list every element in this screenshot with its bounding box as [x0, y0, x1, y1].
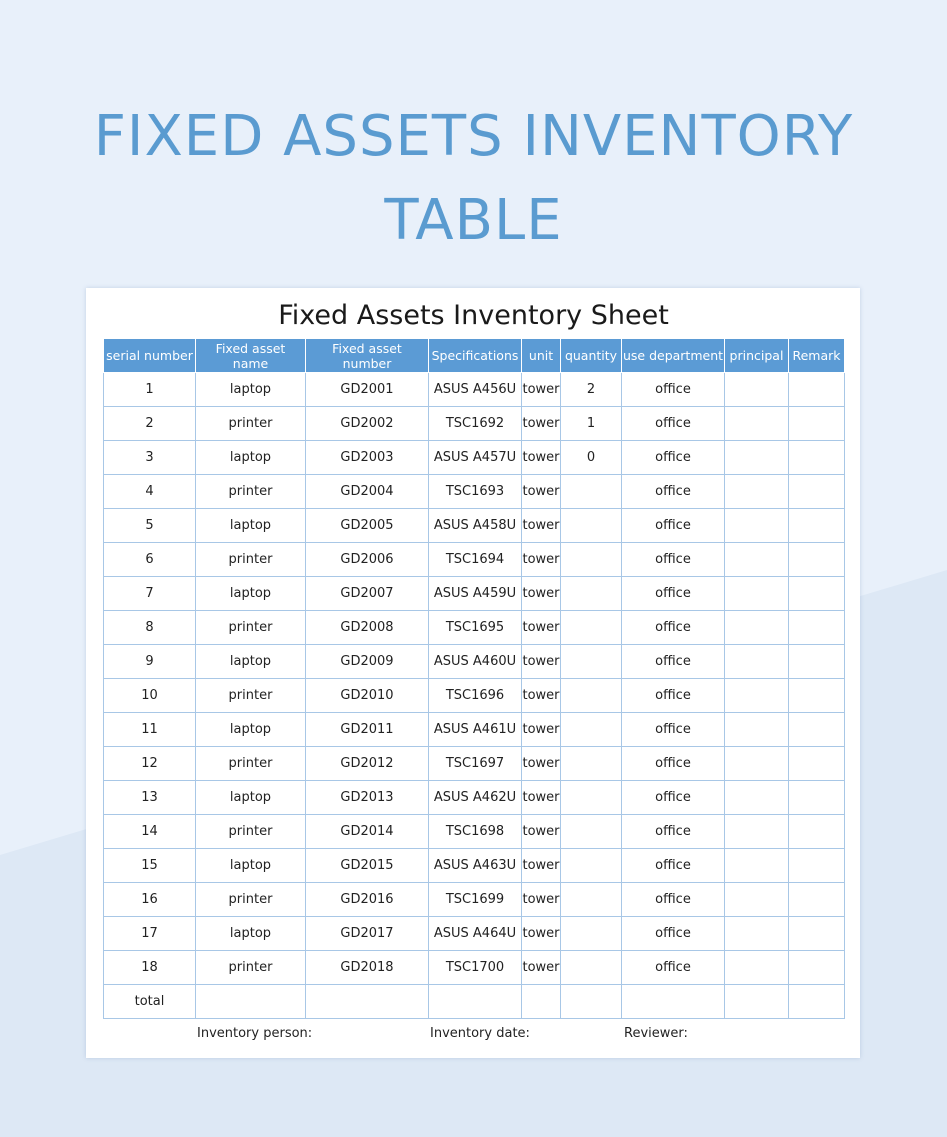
table-cell: office — [622, 679, 725, 713]
table-cell: 6 — [104, 543, 196, 577]
table-row — [104, 713, 845, 747]
table-cell: 17 — [104, 917, 196, 951]
poster-title — [0, 95, 947, 263]
table-cell — [789, 747, 845, 781]
table-cell: ASUS A464U — [429, 917, 522, 951]
table-cell: printer — [196, 611, 306, 645]
table-row — [104, 849, 845, 883]
table-cell: TSC1695 — [429, 611, 522, 645]
table-cell — [725, 509, 789, 543]
table-cell: laptop — [196, 917, 306, 951]
table-row — [104, 883, 845, 917]
table-cell — [725, 985, 789, 1019]
table-cell — [561, 951, 622, 985]
table-cell — [561, 747, 622, 781]
table-cell — [725, 475, 789, 509]
poster-title-line-2: TABLE — [384, 188, 563, 253]
table-cell — [725, 815, 789, 849]
table-cell: tower — [522, 747, 561, 781]
table-row — [104, 373, 845, 407]
table-cell: printer — [196, 407, 306, 441]
table-cell — [725, 543, 789, 577]
table-cell — [789, 611, 845, 645]
inventory-table — [103, 338, 845, 1019]
table-cell — [789, 373, 845, 407]
table-cell — [725, 917, 789, 951]
table-cell — [789, 985, 845, 1019]
column-header: principal — [725, 339, 789, 373]
table-cell: office — [622, 645, 725, 679]
column-header: Fixed asset number — [306, 339, 429, 373]
table-cell — [561, 679, 622, 713]
table-cell: tower — [522, 611, 561, 645]
table-cell: GD2016 — [306, 883, 429, 917]
table-cell: office — [622, 509, 725, 543]
table-cell: 5 — [104, 509, 196, 543]
table-cell: tower — [522, 441, 561, 475]
table-cell — [789, 509, 845, 543]
table-cell: office — [622, 781, 725, 815]
column-header: unit — [522, 339, 561, 373]
table-cell: 18 — [104, 951, 196, 985]
table-cell: GD2012 — [306, 747, 429, 781]
table-cell — [561, 509, 622, 543]
table-cell: tower — [522, 577, 561, 611]
table-cell: TSC1694 — [429, 543, 522, 577]
table-cell — [306, 985, 429, 1019]
table-cell: ASUS A461U — [429, 713, 522, 747]
table-cell: GD2004 — [306, 475, 429, 509]
table-cell: tower — [522, 543, 561, 577]
table-cell — [196, 985, 306, 1019]
table-cell — [789, 577, 845, 611]
table-cell — [789, 883, 845, 917]
table-cell: 1 — [104, 373, 196, 407]
table-row — [104, 577, 845, 611]
table-cell: 2 — [104, 407, 196, 441]
table-cell — [429, 985, 522, 1019]
table-cell: 3 — [104, 441, 196, 475]
table-cell — [725, 611, 789, 645]
table-cell: office — [622, 883, 725, 917]
table-cell: office — [622, 611, 725, 645]
table-cell: tower — [522, 407, 561, 441]
table-cell — [561, 815, 622, 849]
table-cell: TSC1698 — [429, 815, 522, 849]
table-cell — [725, 849, 789, 883]
table-cell: 7 — [104, 577, 196, 611]
table-row — [104, 781, 845, 815]
table-cell: GD2013 — [306, 781, 429, 815]
table-cell: printer — [196, 951, 306, 985]
table-cell: 13 — [104, 781, 196, 815]
poster-title-line-1: FIXED ASSETS INVENTORY — [93, 104, 854, 169]
column-header: Fixed asset name — [196, 339, 306, 373]
table-cell — [561, 543, 622, 577]
table-cell: GD2005 — [306, 509, 429, 543]
column-header: Remark — [789, 339, 845, 373]
table-cell: laptop — [196, 645, 306, 679]
table-cell: 0 — [561, 441, 622, 475]
table-cell: office — [622, 917, 725, 951]
table-cell: laptop — [196, 577, 306, 611]
table-cell — [561, 645, 622, 679]
table-cell: tower — [522, 781, 561, 815]
table-cell — [789, 849, 845, 883]
table-cell: office — [622, 577, 725, 611]
table-cell — [725, 441, 789, 475]
table-cell — [789, 781, 845, 815]
table-cell — [561, 611, 622, 645]
table-cell: GD2014 — [306, 815, 429, 849]
table-cell: tower — [522, 849, 561, 883]
table-row — [104, 985, 845, 1019]
table-cell — [725, 577, 789, 611]
table-cell — [725, 679, 789, 713]
table-cell: TSC1700 — [429, 951, 522, 985]
table-cell — [789, 679, 845, 713]
table-cell: GD2003 — [306, 441, 429, 475]
table-row — [104, 611, 845, 645]
table-cell: tower — [522, 509, 561, 543]
table-cell: GD2009 — [306, 645, 429, 679]
table-cell: tower — [522, 951, 561, 985]
table-cell: GD2006 — [306, 543, 429, 577]
table-header-row — [104, 339, 845, 373]
table-cell: GD2008 — [306, 611, 429, 645]
table-cell: ASUS A458U — [429, 509, 522, 543]
table-body — [104, 373, 845, 1019]
table-cell — [725, 951, 789, 985]
table-cell — [725, 713, 789, 747]
table-cell: 16 — [104, 883, 196, 917]
table-cell — [789, 645, 845, 679]
table-cell: ASUS A456U — [429, 373, 522, 407]
table-cell: 2 — [561, 373, 622, 407]
table-cell — [789, 815, 845, 849]
sheet-title: Fixed Assets Inventory Sheet — [278, 300, 669, 331]
table-cell: tower — [522, 713, 561, 747]
table-cell: TSC1692 — [429, 407, 522, 441]
table-cell: TSC1697 — [429, 747, 522, 781]
table-cell — [561, 849, 622, 883]
table-row — [104, 509, 845, 543]
column-header: quantity — [561, 339, 622, 373]
table-cell: 8 — [104, 611, 196, 645]
table-row — [104, 747, 845, 781]
table-cell — [789, 917, 845, 951]
table-cell: printer — [196, 815, 306, 849]
table-cell: 15 — [104, 849, 196, 883]
table-cell: printer — [196, 747, 306, 781]
table-cell: tower — [522, 883, 561, 917]
table-cell: GD2018 — [306, 951, 429, 985]
table-cell: laptop — [196, 713, 306, 747]
table-cell — [789, 475, 845, 509]
table-cell: office — [622, 713, 725, 747]
table-cell: office — [622, 441, 725, 475]
table-row — [104, 679, 845, 713]
table-cell — [561, 475, 622, 509]
table-cell: total — [104, 985, 196, 1019]
table-cell — [561, 577, 622, 611]
table-cell: tower — [522, 645, 561, 679]
table-cell — [789, 713, 845, 747]
table-cell: printer — [196, 543, 306, 577]
table-cell: office — [622, 849, 725, 883]
table-cell — [725, 373, 789, 407]
table-cell: GD2010 — [306, 679, 429, 713]
table-cell: TSC1699 — [429, 883, 522, 917]
table-cell — [561, 883, 622, 917]
table-cell: office — [622, 747, 725, 781]
column-header: Specifications — [429, 339, 522, 373]
table-cell: printer — [196, 475, 306, 509]
table-cell: tower — [522, 679, 561, 713]
table-cell: 10 — [104, 679, 196, 713]
table-cell: 9 — [104, 645, 196, 679]
table-cell — [789, 951, 845, 985]
column-header: use department — [622, 339, 725, 373]
table-cell: ASUS A457U — [429, 441, 522, 475]
table-cell: tower — [522, 917, 561, 951]
table-cell: office — [622, 951, 725, 985]
table-cell: 12 — [104, 747, 196, 781]
table-cell: GD2015 — [306, 849, 429, 883]
inventory-person-label: Inventory person: — [197, 1026, 313, 1041]
table-cell: office — [622, 407, 725, 441]
table-cell — [522, 985, 561, 1019]
table-row — [104, 407, 845, 441]
table-row — [104, 543, 845, 577]
table-cell — [561, 713, 622, 747]
table-cell — [725, 747, 789, 781]
table-cell — [789, 543, 845, 577]
table-cell — [622, 985, 725, 1019]
table-cell — [561, 781, 622, 815]
table-row — [104, 475, 845, 509]
table-cell: printer — [196, 883, 306, 917]
table-cell: tower — [522, 373, 561, 407]
table-row — [104, 917, 845, 951]
table-cell: ASUS A463U — [429, 849, 522, 883]
table-cell — [725, 883, 789, 917]
table-cell: office — [622, 815, 725, 849]
table-cell: printer — [196, 679, 306, 713]
table-cell: laptop — [196, 373, 306, 407]
table-cell: laptop — [196, 441, 306, 475]
table-cell — [789, 407, 845, 441]
table-cell — [725, 781, 789, 815]
table-cell — [789, 441, 845, 475]
table-row — [104, 951, 845, 985]
reviewer-label: Reviewer: — [624, 1026, 688, 1041]
table-cell: ASUS A459U — [429, 577, 522, 611]
table-cell: laptop — [196, 781, 306, 815]
table-row — [104, 645, 845, 679]
table-cell: ASUS A462U — [429, 781, 522, 815]
table-cell: office — [622, 475, 725, 509]
table-cell — [561, 917, 622, 951]
inventory-date-label: Inventory date: — [430, 1026, 530, 1041]
table-cell: laptop — [196, 849, 306, 883]
column-header: serial number — [104, 339, 196, 373]
table-cell: TSC1693 — [429, 475, 522, 509]
table-cell: ASUS A460U — [429, 645, 522, 679]
table-cell: laptop — [196, 509, 306, 543]
table-cell — [561, 985, 622, 1019]
table-cell: office — [622, 373, 725, 407]
table-cell: TSC1696 — [429, 679, 522, 713]
table-cell: 4 — [104, 475, 196, 509]
table-cell: GD2007 — [306, 577, 429, 611]
table-cell: tower — [522, 815, 561, 849]
table-cell: GD2011 — [306, 713, 429, 747]
table-cell: 11 — [104, 713, 196, 747]
table-cell: tower — [522, 475, 561, 509]
table-cell: GD2002 — [306, 407, 429, 441]
table-cell — [725, 407, 789, 441]
table-cell: GD2001 — [306, 373, 429, 407]
table-row — [104, 441, 845, 475]
table-cell: 14 — [104, 815, 196, 849]
table-cell: office — [622, 543, 725, 577]
table-cell — [725, 645, 789, 679]
table-row — [104, 815, 845, 849]
table-cell: 1 — [561, 407, 622, 441]
table-cell: GD2017 — [306, 917, 429, 951]
